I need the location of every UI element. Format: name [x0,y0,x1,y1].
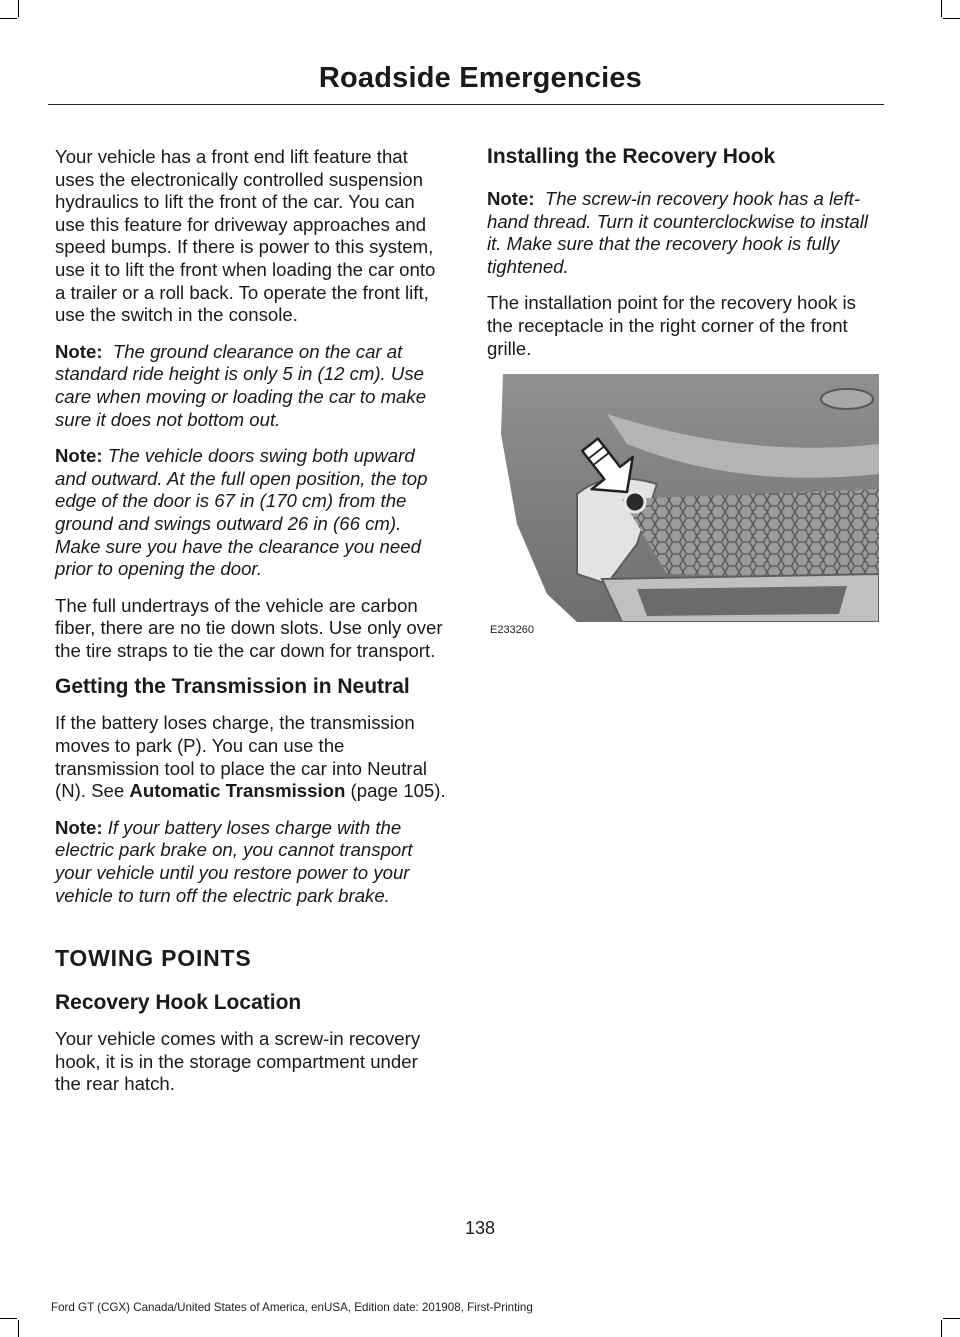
badge [821,389,873,409]
right-column [487,146,883,642]
footer-edition: Ford GT (CGX) Canada/United States of America, enUSA, Edition date: 201908, First-Printing [51,1301,533,1314]
crop-mark [943,1318,960,1319]
header-rule [48,104,884,105]
paragraph-undertrays: The full undertrays of the vehicle are carbon fiber, there are no tie down slots. Use only over the tire straps to tie the car down for transport. [55,594,443,661]
heading-transmission-neutral: Getting the Transmission in Neutral [55,675,410,699]
crop-mark [0,18,17,19]
note-ground-clearance [55,341,447,431]
page-title: Roadside Emergencies [318,62,642,94]
hook-receptacle [625,492,645,512]
crop-mark [941,1320,942,1337]
note-label: Note: [55,340,103,362]
note-door-clearance [55,445,447,581]
paragraph-hook-location: Your vehicle comes with a screw-in recovery hook, it is in the storage compartment under the rear hatch. [55,1028,421,1095]
paragraph-installation-point: The installation point for the recovery hook is the receptacle in the right corner of the front grille. [487,292,856,359]
crop-mark [18,1320,19,1337]
heading-installing-recovery-hook: Installing the Recovery Hook [487,145,776,168]
note-text: The screw-in recovery hook has a left-hand thread. Turn it counterclockwise to install it. Make sure that the recovery hook is fully tightened. [487,188,869,277]
heading-recovery-hook-location: Recovery Hook Location [55,991,302,1015]
crop-mark [941,0,942,17]
note-text: If your battery loses charge with the electric park brake on, you cannot transport your vehicle until you restore power to your vehicle to turn off the electric park brake. [55,816,413,906]
note-park-brake [55,817,447,907]
paragraph-neutral-text: If the battery loses charge, the transmission moves to park (P). You can use the transmission tool to place the car into Neutral (N). See [55,712,428,802]
page-reference: (page 105). [350,780,446,802]
note-text: The ground clearance on the car at standard ride height is only 5 in (12 cm). Use care when moving or loading the car to make sure it does not bottom out. [55,340,427,430]
automatic-transmission-link[interactable]: Automatic Transmission [129,780,346,802]
note-left-hand-thread [487,188,883,278]
note-label: Note: [55,445,103,467]
crop-mark [0,1318,17,1319]
note-label: Note: [55,816,103,838]
crop-mark [18,0,19,17]
note-text: The vehicle doors swing both upward and outward. At the full open position, the top edge of the door is 67 in (170 cm) from the ground and swings outward 26 in (66 cm). Make sure you have the clearance you need prior to opening the door. [55,445,428,580]
section-towing-points: TOWING POINTS [55,945,252,972]
lower-vent [637,586,847,616]
figure-id: E233260 [490,624,535,637]
recovery-hook-figure [487,374,879,642]
front-grille-illustration [487,374,879,622]
note-label: Note: [487,188,535,209]
paragraph-front-lift: Your vehicle has a front end lift feature that uses the electronically controlled suspension hydraulics to lift the front of the car. You can use this feature for driveway approaches and speed bumps. If there is power to this system, use it to lift the front when loading the car onto a trailer or a roll back. To operate the front lift, use the switch in the console. [55,146,436,326]
page-number: 138 [464,1218,496,1238]
left-column [55,146,447,1110]
crop-mark [943,18,960,19]
paragraph-neutral [55,712,447,802]
